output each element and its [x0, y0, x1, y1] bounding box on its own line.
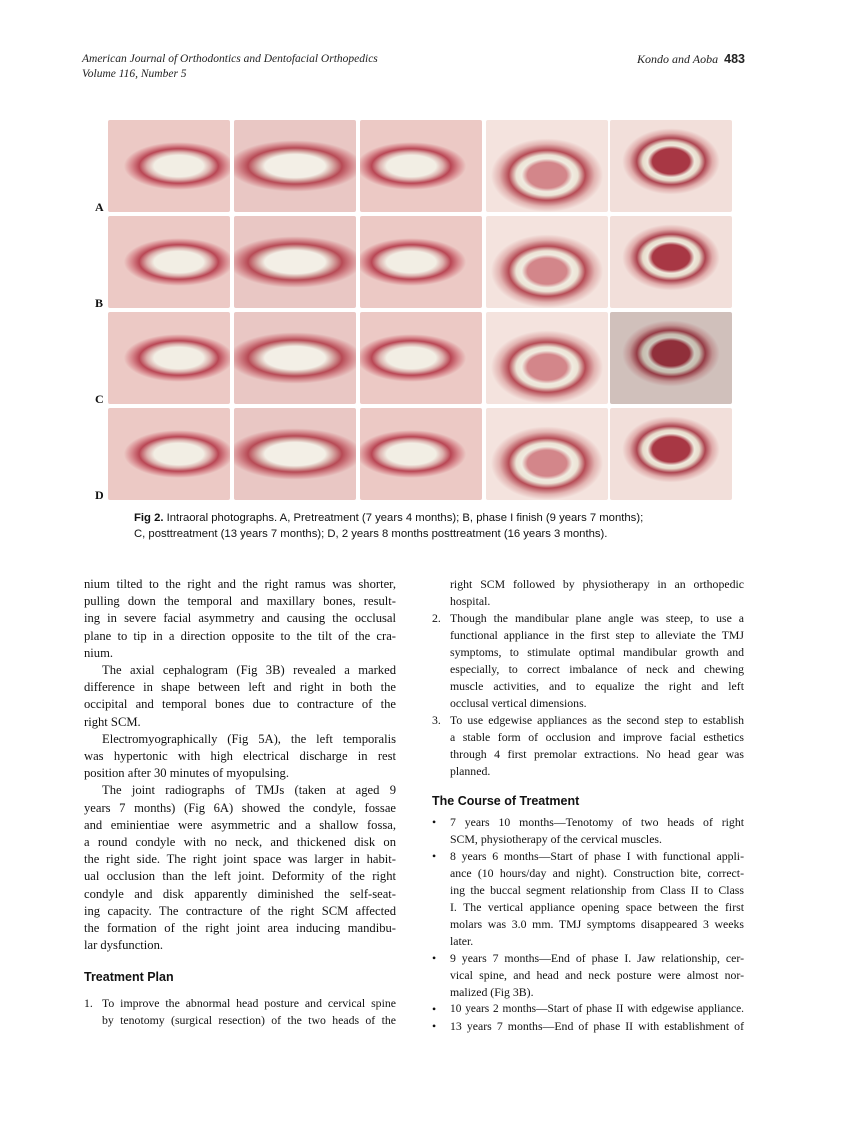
course-item-phase-1-end: [432, 950, 744, 1001]
text-line: To improve the abnormal head posture and cervical spine: [102, 995, 396, 1010]
text-line: ual occlusion than the left joint. Deformity of the right: [84, 869, 396, 884]
paragraph-cranium: [84, 576, 396, 662]
photo-a-frontal: [234, 120, 356, 212]
photo-c-maxillary-occlusal: [486, 312, 608, 404]
paragraph-joint-radiographs: [84, 782, 396, 954]
text-line: later.: [450, 934, 474, 948]
row-label-a: A: [95, 200, 104, 214]
photo-d-maxillary-occlusal: [486, 408, 608, 500]
photo-d-mandibular-occlusal: [610, 408, 732, 500]
bullet: •: [432, 815, 437, 829]
photo-d-frontal: [234, 408, 356, 500]
text-line: 7 years 10 months—Tenotomy of two heads of right: [450, 815, 744, 829]
text-line: Though the mandibular plane angle was steep, to use a: [450, 611, 744, 625]
row-label-b: B: [95, 296, 104, 310]
paragraph-cephalogram: [84, 662, 396, 731]
photo-c-mandibular-occlusal: [610, 312, 732, 404]
text-line: planned.: [450, 764, 491, 778]
page-number: 483: [724, 52, 745, 66]
text-line: symptoms, to stimulate optimal mandibular growth and: [450, 645, 744, 659]
text-line: lar dysfunction.: [84, 938, 164, 953]
bullet: •: [432, 951, 437, 965]
intraoral-photo-grid: [108, 120, 732, 506]
journal-title: American Journal of Orthodontics and Dentofacial Orthopedics: [82, 53, 378, 65]
list-number: 1.: [84, 995, 93, 1010]
text-line: a round condyle with no neck, and thickened disk on: [84, 835, 396, 850]
text-line: a stable form of occlusion and improve facial esthetics: [450, 730, 744, 744]
plan-item-2: [432, 610, 744, 712]
course-item-phase-2-start: [432, 1001, 744, 1018]
text-line: the right side. The right joint space was larger in habit-: [84, 852, 396, 867]
text-line: and eminientiae were asymmetric and a shallow fossa,: [84, 817, 396, 832]
paragraph-electromyography: [84, 731, 396, 783]
photo-b-right-lateral: [108, 216, 230, 308]
figure-caption: [134, 510, 734, 542]
caption-line-1: Intraoral photographs. A, Pretreatment (7 years 4 months); B, phase I finish (9 years 7 months);: [166, 512, 644, 524]
text-line: occipital and temporal bones due to contracture of the: [84, 697, 396, 712]
text-line: SCM, physiotherapy of the cervical muscles.: [450, 832, 662, 846]
text-line: 9 years 7 months—End of phase I. Jaw relationship, cer-: [450, 951, 744, 965]
text-line: occlusal vertical dimensions.: [450, 696, 587, 710]
photo-b-left-lateral: [360, 216, 482, 308]
text-line: difference in shape between left and right in both the: [84, 680, 396, 695]
photo-c-right-lateral: [108, 312, 230, 404]
photo-d-right-lateral: [108, 408, 230, 500]
text-line: ing the buccal segment relationship from Class II to Class: [450, 883, 744, 897]
text-line: muscle activities, and to equalize the right and left: [450, 679, 744, 693]
plan-item-1-continued: [432, 576, 744, 610]
text-line: ing in severe facial asymmetry and causing the occlusal: [84, 611, 396, 626]
photo-c-frontal: [234, 312, 356, 404]
text-line: 8 years 6 months—Start of phase I with functional appli-: [450, 849, 744, 863]
bullet: •: [432, 849, 437, 863]
heading-course-of-treatment: The Course of Treatment: [432, 794, 580, 808]
text-line: right SCM followed by physiotherapy in an orthopedic: [450, 577, 744, 591]
journal-volume: Volume 116, Number 5: [82, 68, 187, 80]
text-line: the formation of the right joint area inducing mandibu-: [84, 921, 396, 936]
bullet: •: [432, 1019, 437, 1033]
text-line: years 7 months) (Fig 6A) showed the condyle, fossae: [84, 800, 396, 815]
text-line: hospital.: [450, 594, 491, 608]
text-line: especially, to correct imbalance of neck and chewing: [450, 662, 744, 676]
text-line: To use edgewise appliances as the second step to establish: [450, 713, 744, 727]
heading-treatment-plan: Treatment Plan: [84, 970, 174, 985]
text-line: 10 years 2 months—Start of phase II with edgewise appliance.: [450, 1003, 744, 1015]
text-line: functional appliance in the first step to alleviate the TMJ: [450, 628, 744, 642]
photo-a-mandibular-occlusal: [610, 120, 732, 212]
text-line: ance (10 hours/day and night). Construction bite, correct-: [450, 866, 744, 880]
row-label-d: D: [95, 488, 104, 502]
text-line: condyle and disk apparently diminished the self-seat-: [84, 886, 396, 901]
text-line: through 4 first premolar extractions. No head gear was: [450, 747, 744, 761]
caption-line-2: C, posttreatment (13 years 7 months); D, 2 years 8 months posttreatment (16 years 3 months).: [134, 528, 608, 540]
caption-label: Fig 2.: [134, 512, 164, 524]
text-line: molars was 3.0 mm. TMJ symptoms disappeared 3 weeks: [450, 917, 744, 931]
list-number: 3.: [432, 713, 441, 727]
row-label-c: C: [95, 392, 104, 406]
text-line: by tenotomy (surgical resection) of the two heads of the: [102, 1012, 396, 1027]
course-item-phase-2-end: [432, 1018, 744, 1035]
photo-a-right-lateral: [108, 120, 230, 212]
text-line: vical spine, and head and neck posture were almost nor-: [450, 968, 744, 982]
plan-item-3: [432, 712, 744, 780]
text-line: The axial cephalogram (Fig 3B) revealed a marked: [102, 663, 396, 678]
text-line: right SCM.: [84, 714, 141, 729]
photo-b-mandibular-occlusal: [610, 216, 732, 308]
photo-b-frontal: [234, 216, 356, 308]
running-header-authors: [637, 52, 745, 67]
photo-a-left-lateral: [360, 120, 482, 212]
text-line: 13 years 7 months—End of phase II with establishment of: [450, 1019, 744, 1033]
text-line: ing capacity. The contracture of the right SCM affected: [84, 903, 396, 918]
running-header-journal: [82, 52, 378, 82]
text-line: nium.: [84, 645, 114, 660]
plan-item-1: [84, 995, 396, 1029]
right-column: [432, 576, 744, 1035]
photo-a-maxillary-occlusal: [486, 120, 608, 212]
photo-b-maxillary-occlusal: [486, 216, 608, 308]
text-line: malized (Fig 3B).: [450, 985, 534, 999]
course-item-phase-1-start: [432, 848, 744, 950]
text-line: plane to tip in a direction opposite to the tilt of the cra-: [84, 628, 396, 643]
author-names: Kondo and Aoba: [637, 52, 719, 66]
text-line: I. The vertical appliance opening space between the first: [450, 900, 744, 914]
text-line: nium tilted to the right and the right ramus was shorter,: [84, 577, 396, 591]
photo-c-left-lateral: [360, 312, 482, 404]
text-line: pulling down the temporal and maxillary bones, result-: [84, 594, 396, 609]
text-line: position after 30 minutes of myopulsing.: [84, 766, 289, 781]
text-line: Electromyographically (Fig 5A), the left temporalis: [102, 731, 396, 746]
bullet: •: [432, 1002, 437, 1016]
left-column: [84, 576, 396, 1029]
list-number: 2.: [432, 611, 441, 625]
photo-d-left-lateral: [360, 408, 482, 500]
text-line: The joint radiographs of TMJs (taken at aged 9: [102, 783, 396, 798]
course-item-tenotomy: [432, 814, 744, 848]
text-line: was hypertonic with high electrical discharge in rest: [84, 749, 396, 764]
